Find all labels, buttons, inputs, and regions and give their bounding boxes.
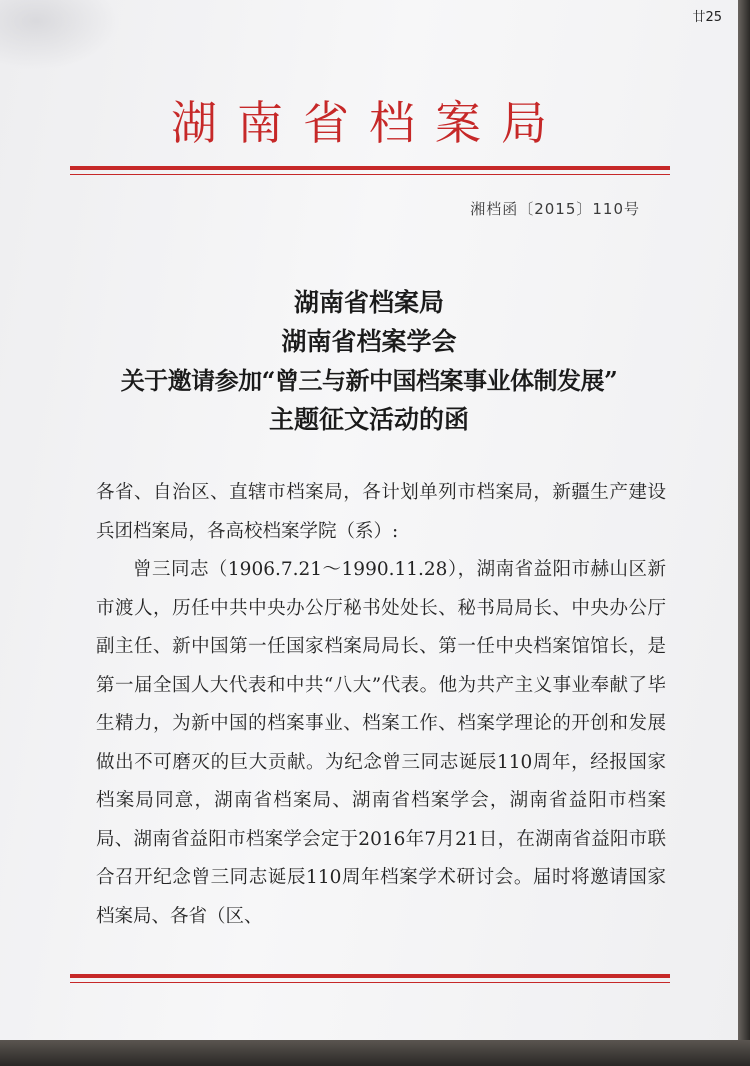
document-number: 湘档函〔2015〕110号 bbox=[470, 200, 640, 218]
title-line-1: 湖南省档案局 bbox=[293, 288, 444, 317]
letterhead-rule-thin bbox=[70, 174, 670, 175]
footer-rule-thin bbox=[70, 982, 670, 983]
paper-fold-shading bbox=[0, 0, 120, 70]
title-line-3: 关于邀请参加“曾三与新中国档案事业体制发展” bbox=[120, 366, 618, 395]
document-title bbox=[0, 283, 738, 439]
footer-rule-thick bbox=[70, 974, 670, 978]
body-paragraph: 曾三同志（1906.7.21～1990.11.28），湖南省益阳市赫山区新市渡人，历任中共中央办公厅秘书处处长、秘书局局长、中央办公厅副主任、新中国第一任国家档案局局长、第一任中央档案馆馆长，是第一届全国人大代表和中共“八大”代表。他为共产主义事业奉献了毕生精力，为新中国的档案事业、档案工作、档案学理论的开创和发展做出不可磨灭的巨大贡献。为纪念曾三同志诞辰110周年，经报国家档案局同意，湖南省档案局、湖南省档案学会，湖南省益阳市档案局、湖南省益阳市档案学会定于2016年7月21日，在湖南省益阳市联合召开纪念曾三同志诞辰110周年档案学术研讨会。届时将邀请国家档案局、各省（区、 bbox=[96, 559, 666, 927]
background-edge-right bbox=[738, 0, 750, 1066]
title-line-4: 主题征文活动的函 bbox=[268, 405, 469, 434]
handwritten-page-mark: 廿25 bbox=[692, 10, 722, 25]
addressee-paragraph: 各省、自治区、直辖市档案局，各计划单列市档案局，新疆生产建设兵团档案局，各高校档案学院（系）: bbox=[96, 482, 666, 542]
letterhead-rule-thick bbox=[70, 166, 670, 170]
letterhead-title: 湖南省档案局 bbox=[171, 96, 567, 150]
title-line-2: 湖南省档案学会 bbox=[281, 327, 457, 356]
letter-body bbox=[96, 474, 666, 936]
background-edge-bottom bbox=[0, 1040, 750, 1066]
